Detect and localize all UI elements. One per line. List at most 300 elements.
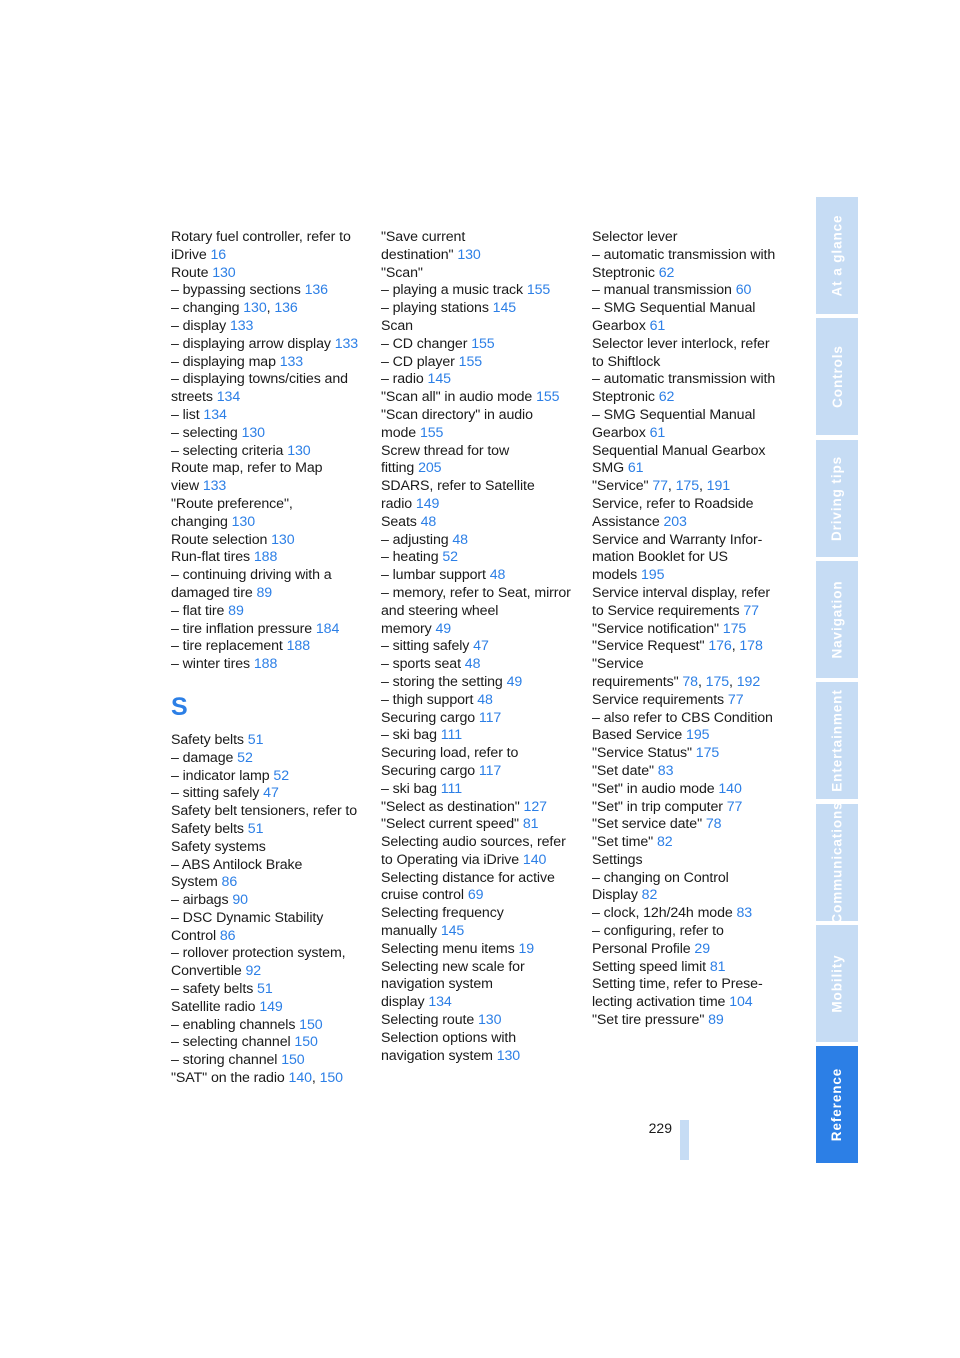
index-entry-text: Selecting route (381, 1012, 475, 1029)
index-entry-text: models (592, 567, 638, 584)
index-entry-text: Safety belt tensioners, refer to (171, 803, 358, 820)
index-entry-text: – tire replacement (171, 638, 283, 655)
index-entry-text: "Set tire pressure" (592, 1012, 705, 1029)
page-reference-link[interactable]: 61 (649, 424, 666, 441)
index-entry (381, 300, 577, 318)
page-reference-link[interactable]: 130 (496, 1047, 521, 1064)
index-column-2 (381, 229, 577, 1065)
index-entry-text: Selecting audio sources, refer (381, 834, 566, 851)
chapter-tab-label: Controls (829, 345, 845, 409)
index-entry-text: "Service Status" (592, 745, 692, 762)
page-reference-link[interactable]: 140 (522, 851, 547, 868)
page-number: 229 (648, 1120, 672, 1136)
index-entry (171, 981, 367, 999)
index-entry (171, 532, 367, 550)
page-reference-link[interactable]: 188 (253, 656, 278, 673)
index-entry-text: – SMG Sequential Manual (592, 406, 756, 423)
index-entry-text: "Scan" (381, 264, 423, 281)
page-reference-link[interactable]: 90 (232, 892, 248, 909)
page-reference-link[interactable]: 89 (228, 602, 244, 619)
page-reference-link[interactable]: 48 (420, 513, 437, 530)
index-entry-text: – configuring, refer to (592, 923, 724, 940)
page-reference-link[interactable]: 69 (467, 887, 484, 904)
index-entry-text: – heating (381, 549, 439, 566)
page-reference-link[interactable]: 62 (658, 264, 675, 281)
index-entry-text: SDARS, refer to Satellite (381, 478, 535, 495)
page-reference-link[interactable]: 127 (523, 798, 547, 815)
index-entry-text: Display (592, 887, 638, 904)
index-entry (592, 870, 788, 906)
page-reference-link[interactable]: 77 (727, 691, 744, 708)
page-reference-link[interactable]: 175 (705, 673, 730, 690)
index-entry (381, 941, 577, 959)
page-reference-link[interactable]: 195 (640, 567, 665, 584)
index-entry: "Service" 77, 175, 191 (592, 478, 731, 495)
chapter-tab-label: Navigation (829, 580, 845, 659)
page-reference-link[interactable]: 51 (257, 981, 273, 998)
index-entry-text: Safety systems (171, 838, 266, 855)
index-entry (381, 514, 577, 532)
index-entry (592, 905, 788, 923)
page-reference-link[interactable]: 48 (477, 691, 493, 708)
chapter-tab-mobility[interactable] (816, 925, 858, 1042)
page-reference-link[interactable]: 133 (229, 317, 254, 334)
page-reference-link[interactable]: 61 (627, 460, 644, 477)
index-entry-text: – clock, 12h/24h mode (592, 905, 733, 922)
index-entry (381, 1030, 577, 1066)
page-reference-link[interactable]: 149 (415, 495, 440, 512)
page-reference-link[interactable]: 130 (212, 264, 236, 281)
page-reference-link[interactable]: 77 (726, 798, 743, 815)
page-reference-link[interactable]: 104 (729, 994, 753, 1011)
page-reference-link[interactable]: 89 (256, 584, 273, 601)
index-entry (171, 656, 367, 674)
index-entry (381, 727, 577, 745)
page-reference-link[interactable]: 81 (522, 816, 539, 833)
page-reference-link[interactable]: 140 (288, 1070, 312, 1087)
index-entry (381, 656, 577, 674)
page-reference-link[interactable]: 184 (315, 620, 340, 637)
index-entry-text: "Set service date" (592, 816, 703, 833)
index-entry (381, 585, 577, 638)
index-entry (381, 371, 577, 389)
index-entry-text: – sitting safely (381, 638, 470, 655)
index-entry (592, 621, 788, 639)
index-entry-text: – damage (171, 749, 234, 766)
index-entry (592, 816, 788, 834)
index-entry-text: Selector lever interlock, refer (592, 335, 770, 352)
index-entry-text: "Service notification" (592, 620, 719, 637)
index-entry (171, 1017, 367, 1035)
index-entry-text: SMG (592, 460, 625, 477)
index-entry-text: requirements" (592, 673, 679, 690)
index-entry-text: "Scan all" in audio mode (381, 389, 533, 406)
page-reference-link[interactable]: 195 (686, 727, 710, 744)
page-reference-link[interactable]: 155 (419, 424, 444, 441)
page-reference-link[interactable]: 77 (652, 478, 668, 495)
index-entry-text: Seats (381, 513, 417, 530)
page-reference-link[interactable]: 134 (216, 389, 241, 406)
index-entry-text: – ski bag (381, 780, 437, 797)
index-entry-text: iDrive (171, 246, 207, 263)
page-reference-link[interactable]: 175 (695, 745, 720, 762)
page-reference-link[interactable]: 78 (705, 816, 722, 833)
page-reference-link[interactable]: 51 (247, 731, 264, 748)
index-entry-text: Safety belts (171, 820, 244, 837)
page-reference-link[interactable]: 51 (247, 820, 264, 837)
index-entry-text: "Set date" (592, 762, 654, 779)
index-entry: "Service Request" 176, 178 (592, 638, 763, 655)
index-entry (592, 852, 788, 870)
index-entry (171, 443, 367, 461)
index-entry (171, 750, 367, 768)
index-entry-text: Service and Warranty Infor- (592, 531, 763, 548)
page-reference-link[interactable]: 82 (656, 834, 673, 851)
index-entry-text: – bypassing sections (171, 282, 301, 299)
chapter-tab-controls[interactable] (816, 318, 858, 435)
page-reference-link[interactable]: 130 (478, 1012, 502, 1029)
index-entry (381, 336, 577, 354)
chapter-tab-at-a-glance[interactable] (816, 197, 858, 314)
index-entry-text: System (171, 874, 218, 891)
index-entry-text: memory (381, 620, 432, 637)
page-reference-link[interactable]: 150 (281, 1052, 305, 1069)
page-reference-link[interactable]: 178 (739, 638, 763, 655)
page-reference-link[interactable]: 188 (286, 638, 310, 655)
index-entry-text: – enabling channels (171, 1016, 296, 1033)
index-entry-text: – displaying towns/cities and (171, 371, 348, 388)
index-entry-text: – DSC Dynamic Stability (171, 909, 324, 926)
index-entry-text: – safety belts (171, 981, 254, 998)
page-reference-link[interactable]: 205 (418, 460, 442, 477)
page-reference-link[interactable]: 192 (736, 673, 761, 690)
page-reference-link[interactable]: 47 (263, 785, 279, 802)
index-entry-text: Selecting menu items (381, 940, 515, 957)
index-entry (381, 389, 577, 407)
page-reference-link[interactable]: 52 (237, 749, 253, 766)
page-reference-link[interactable]: 149 (259, 998, 283, 1015)
index-entry-text: – flat tire (171, 602, 225, 619)
index-entry-text: – display (171, 317, 227, 334)
index-entry-text: – displaying map (171, 353, 276, 370)
index-entry-text: – SMG Sequential Manual (592, 300, 756, 317)
index-entry-text: – sitting safely (171, 785, 260, 802)
page-reference-link[interactable]: 145 (492, 300, 517, 317)
index-entry (592, 763, 788, 781)
index-entry (381, 1012, 577, 1030)
index-entry (171, 354, 367, 372)
index-entry (171, 496, 367, 532)
index-entry-text: – playing stations (381, 300, 489, 317)
index-entry (381, 745, 577, 781)
chapter-sidebar (816, 197, 858, 1161)
index-entry: "SAT" on the radio 140, 150 (171, 1070, 343, 1087)
index-entry-text: – radio (381, 371, 424, 388)
index-entry (381, 265, 577, 283)
index-entry (171, 945, 367, 981)
index-entry (171, 318, 367, 336)
index-entry (592, 247, 788, 283)
page-reference-link[interactable]: 19 (518, 940, 535, 957)
index-entry-text: – storing the setting (381, 673, 503, 690)
index-entry (381, 567, 577, 585)
index-entry (592, 229, 788, 247)
page-reference-link[interactable]: 133 (334, 335, 359, 352)
page-reference-link[interactable]: 130 (271, 531, 295, 548)
index-entry-text: lecting activation time (592, 994, 726, 1011)
index-entry-text: "Route preference", (171, 495, 293, 512)
index-entry-text: Based Service (592, 727, 683, 744)
page-reference-link[interactable]: 83 (736, 905, 753, 922)
page-reference-link[interactable]: 117 (478, 709, 502, 726)
index-entry (381, 870, 577, 906)
index-entry-text: "Service (592, 656, 644, 673)
index-entry (171, 425, 367, 443)
page-reference-link[interactable]: 77 (743, 602, 759, 619)
page-reference-link[interactable]: 145 (427, 371, 451, 388)
page-reference-link[interactable]: 29 (694, 940, 710, 957)
index-entry (171, 638, 367, 656)
chapter-tab-label: Communications (829, 800, 845, 924)
page-reference-link[interactable]: 203 (663, 513, 687, 530)
chapter-tab-entertainment[interactable] (816, 682, 858, 799)
index-entry (381, 407, 577, 443)
index-entry-text: changing (171, 513, 228, 530)
page-reference-link[interactable]: 130 (457, 246, 481, 263)
index-column-3 (592, 229, 788, 1030)
page-reference-link[interactable]: 134 (428, 994, 452, 1011)
page-reference-link[interactable]: 191 (706, 478, 731, 495)
page-reference-link[interactable]: 175 (722, 620, 747, 637)
index-entry-text: Sequential Manual Gearbox (592, 442, 766, 459)
page-reference-link[interactable]: 136 (274, 300, 298, 317)
index-entry-text: destination" (381, 246, 454, 263)
index-entry (592, 300, 788, 336)
index-entry-text: Route (171, 264, 209, 281)
chapter-tab-communications[interactable] (816, 800, 858, 924)
page-reference-link[interactable]: 83 (657, 762, 674, 779)
index-entry-text: – lumbar support (381, 567, 486, 584)
page-reference-link[interactable]: 52 (273, 767, 289, 784)
index-entry-text: Service requirements (592, 691, 725, 708)
page-reference-link[interactable]: 155 (536, 389, 560, 406)
index-entry-text: – manual transmission (592, 282, 732, 299)
page-reference-link[interactable]: 176 (708, 638, 732, 655)
chapter-tab-driving-tips[interactable] (816, 440, 858, 557)
index-entry (592, 407, 788, 443)
index-entry (592, 1012, 788, 1030)
index-entry-text: – airbags (171, 892, 229, 909)
index-entry (171, 460, 367, 496)
index-entry-text: radio (381, 495, 413, 512)
index-entry-text: Route selection (171, 531, 268, 548)
index-entry (381, 478, 577, 514)
index-entry-text: – thigh support (381, 691, 474, 708)
page-reference-link[interactable]: 82 (641, 887, 658, 904)
page-reference-link[interactable]: 81 (709, 958, 726, 975)
index-entry (381, 229, 577, 265)
index-entry-text: – CD changer (381, 335, 468, 352)
index-entry (592, 834, 788, 852)
page-reference-link[interactable]: 61 (649, 317, 666, 334)
page-reference-link[interactable]: 111 (440, 780, 462, 797)
index-entry (171, 282, 367, 300)
index-entry-text: "Scan directory" in audio (381, 406, 533, 423)
index-entry (381, 834, 577, 870)
index-entry-text: – ski bag (381, 727, 437, 744)
index-entry-text: "Select as destination" (381, 798, 520, 815)
index-entry-text: – selecting channel (171, 1034, 291, 1051)
chapter-tab-navigation[interactable] (816, 561, 858, 678)
index-entry-text: Screw thread for tow (381, 442, 510, 459)
index-entry-text: – ABS Antilock Brake (171, 856, 303, 873)
page-reference-link[interactable]: 130 (241, 424, 265, 441)
page-reference-link[interactable]: 16 (210, 246, 227, 263)
page-reference-link[interactable]: 48 (452, 531, 468, 548)
index-entry-text: – changing (171, 300, 240, 317)
index-entry (381, 532, 577, 550)
index-entry (592, 692, 788, 710)
index-entry (171, 567, 367, 603)
index-entry (171, 785, 367, 803)
index-entry (592, 443, 788, 479)
index-entry-text: – also refer to CBS Condition (592, 709, 773, 726)
index-entry-text: "Save current (381, 229, 466, 245)
index-entry-text: "Service" (592, 478, 649, 495)
page-reference-link[interactable]: 136 (304, 282, 328, 299)
index-entry-text: – selecting (171, 424, 238, 441)
index-entry (381, 692, 577, 710)
index-entry-text: view (171, 478, 199, 495)
page-reference-link[interactable]: 155 (458, 353, 483, 370)
page-reference-link[interactable]: 133 (279, 353, 304, 370)
index-entry-text: Selecting new scale for (381, 958, 525, 975)
index-entry (381, 816, 577, 834)
index-entry-text: Securing cargo (381, 709, 476, 726)
index-entry (592, 745, 788, 763)
page-reference-link[interactable]: 62 (658, 389, 675, 406)
index-entry-text: Steptronic (592, 389, 655, 406)
index-entry (171, 732, 367, 750)
index-entry-text: Personal Profile (592, 940, 691, 957)
page-reference-link[interactable]: 155 (526, 282, 551, 299)
page-reference-link[interactable]: 52 (442, 549, 458, 566)
page-reference-link[interactable]: 145 (440, 923, 465, 940)
page-reference-link[interactable]: 130 (231, 513, 256, 530)
index-entry (592, 923, 788, 959)
chapter-tab-label: Reference (829, 1067, 845, 1142)
index-entry-text: to Operating via iDrive (381, 851, 520, 868)
index-entry-text: Selecting distance for active (381, 869, 555, 886)
index-entry-text: – indicator lamp (171, 767, 270, 784)
index-entry (171, 1052, 367, 1070)
index-entry-text: Convertible (171, 963, 242, 980)
index-entry-text: "Set" in audio mode (592, 780, 715, 797)
page-reference-link[interactable]: 150 (294, 1034, 318, 1051)
page-reference-link[interactable]: 49 (506, 673, 523, 690)
index-entry (171, 265, 367, 283)
page-reference-link[interactable]: 133 (202, 478, 227, 495)
page-reference-link[interactable]: 175 (675, 478, 699, 495)
index-entry-text: Selection options with (381, 1029, 517, 1046)
page-reference-link[interactable]: 86 (219, 927, 236, 944)
index-entry-text: "Select current speed" (381, 816, 519, 833)
index-entry-text: and steering wheel (381, 602, 499, 619)
page-reference-link[interactable]: 188 (253, 549, 278, 566)
page-reference-link[interactable]: 48 (464, 656, 481, 673)
index-entry (592, 959, 788, 977)
page-reference-link[interactable]: 49 (435, 620, 452, 637)
page-reference-link[interactable]: 47 (473, 638, 489, 655)
page-reference-link[interactable]: 78 (682, 673, 698, 690)
index-entry-text: – automatic transmission with (592, 371, 776, 388)
chapter-tab-label: At a glance (829, 214, 845, 297)
index-entry-text: Assistance (592, 513, 660, 530)
index-entry (171, 892, 367, 910)
index-entry-text: – memory, refer to Seat, mirror (381, 584, 571, 601)
index-entry (381, 905, 577, 941)
index-entry-text: fitting (381, 460, 415, 477)
page-reference-link[interactable]: 86 (221, 874, 238, 891)
index-entry (171, 336, 367, 354)
chapter-tab-label: Driving tips (829, 455, 845, 541)
index-entry-text: – changing on Control (592, 869, 729, 886)
index-entry (171, 1034, 367, 1052)
page-number-bar (680, 1120, 689, 1160)
index-entry (381, 354, 577, 372)
index-entry (592, 585, 788, 621)
index-entry (381, 549, 577, 567)
index-entry (381, 799, 577, 817)
page-reference-link[interactable]: 48 (489, 567, 506, 584)
index-entry-text: Rotary fuel controller, refer to (171, 229, 351, 245)
page-reference-link[interactable]: 140 (718, 780, 742, 797)
index-entry-text: Service interval display, refer (592, 584, 770, 601)
index-entry-text: streets (171, 389, 213, 406)
index-entry-text: cruise control (381, 887, 464, 904)
index-entry-text: Gearbox (592, 424, 646, 441)
page-reference-link[interactable]: 60 (735, 282, 752, 299)
page-reference-link[interactable]: 150 (319, 1070, 343, 1087)
page-reference-link[interactable]: 111 (440, 727, 462, 744)
page-reference-link[interactable]: 155 (471, 335, 495, 352)
index-entry (592, 976, 788, 1012)
index-entry (592, 799, 788, 817)
page-reference-link[interactable]: 117 (478, 762, 502, 779)
page-reference-link[interactable]: 130 (287, 442, 311, 459)
page-reference-link[interactable]: 150 (299, 1016, 323, 1033)
index-entry-text: – tire inflation pressure (171, 620, 313, 637)
page-reference-link[interactable]: 89 (708, 1012, 724, 1029)
index-entry-text: Control (171, 927, 217, 944)
chapter-tab-reference[interactable] (816, 1046, 858, 1163)
index-entry (592, 496, 788, 532)
index-entry-text: Selecting frequency (381, 905, 504, 922)
chapter-tab-label: Entertainment (829, 689, 845, 792)
index-entry-text: mode (381, 424, 417, 441)
index-entry-text: Scan (381, 317, 413, 334)
index-entry-text: "Service Request" (592, 638, 705, 655)
index-entry: "Service requirements" 78, 175, 192 (592, 656, 761, 690)
index-entry (171, 371, 367, 407)
index-entry-text: Selector lever (592, 229, 678, 245)
index-entry-text: Safety belts (171, 731, 244, 748)
page-reference-link[interactable]: 134 (203, 406, 227, 423)
page-reference-link[interactable]: 130 (243, 300, 267, 317)
index-entry-text: "Set time" (592, 834, 654, 851)
index-entry-text: navigation system (381, 976, 493, 993)
page-reference-link[interactable]: 92 (245, 963, 262, 980)
